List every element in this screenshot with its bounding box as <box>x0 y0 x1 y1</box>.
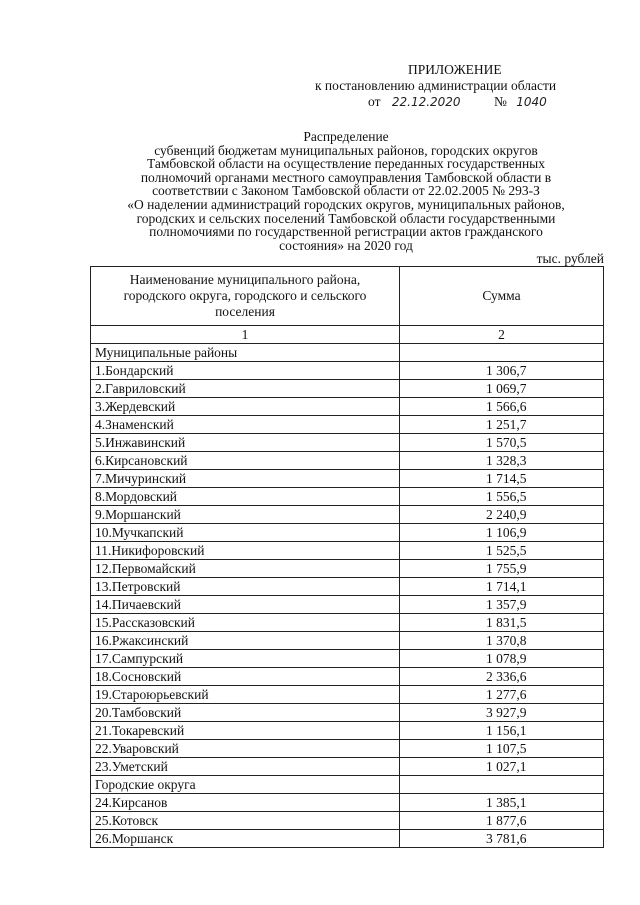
row-value: 1 306,7 <box>400 362 604 380</box>
table-row <box>91 416 604 434</box>
table-row <box>91 380 604 398</box>
column-number-2: 2 <box>400 326 604 344</box>
table-row <box>91 398 604 416</box>
table-row <box>91 470 604 488</box>
row-name: 21.Токаревский <box>91 722 400 740</box>
row-value: 1 877,6 <box>400 812 604 830</box>
row-value: 1 755,9 <box>400 560 604 578</box>
appendix-title: ПРИЛОЖЕНИЕ <box>408 62 502 77</box>
heading-line: состояния» на 2020 год <box>279 237 413 253</box>
column-header-name: Наименование муниципального района, городского округа, городского и сельского поселения <box>91 267 400 326</box>
row-value <box>400 776 604 794</box>
table-row <box>91 560 604 578</box>
heading-line: полномочиями по государственной регистрации актов гражданского <box>149 224 543 240</box>
decree-number: 1040 <box>516 95 547 109</box>
section-row <box>91 344 604 362</box>
row-value: 1 566,6 <box>400 398 604 416</box>
row-name: 25.Котовск <box>91 812 400 830</box>
table-row <box>91 812 604 830</box>
row-name: 12.Первомайский <box>91 560 400 578</box>
row-value: 1 156,1 <box>400 722 604 740</box>
row-name: 9.Моршанский <box>91 506 400 524</box>
decree-line <box>300 94 600 112</box>
row-name: 16.Ржаксинский <box>91 632 400 650</box>
table-row <box>91 452 604 470</box>
row-value: 1 251,7 <box>400 416 604 434</box>
row-value: 1 385,1 <box>400 794 604 812</box>
row-value: 1 106,9 <box>400 524 604 542</box>
table-header-row <box>91 267 604 326</box>
heading-line: субвенций бюджетам муниципальных районов, городских округов <box>154 142 538 158</box>
table-row <box>91 632 604 650</box>
row-name: 4.Знаменский <box>91 416 400 434</box>
table-row <box>91 614 604 632</box>
table-row <box>91 650 604 668</box>
row-value: 1 107,5 <box>400 740 604 758</box>
row-value: 1 078,9 <box>400 650 604 668</box>
allocation-table <box>90 266 604 848</box>
row-name: 18.Сосновский <box>91 668 400 686</box>
table-row <box>91 794 604 812</box>
row-name: 5.Инжавинский <box>91 434 400 452</box>
table-row <box>91 758 604 776</box>
row-name: Городские округа <box>91 776 400 794</box>
row-name: 20.Тамбовский <box>91 704 400 722</box>
table-row <box>91 668 604 686</box>
date-prefix: от <box>368 94 381 109</box>
row-value: 1 831,5 <box>400 614 604 632</box>
table-row <box>91 362 604 380</box>
row-name: 7.Мичуринский <box>91 470 400 488</box>
row-name: 10.Мучкапский <box>91 524 400 542</box>
row-value: 2 240,9 <box>400 506 604 524</box>
section-row <box>91 776 604 794</box>
row-name: 3.Жердевский <box>91 398 400 416</box>
row-name: Муниципальные районы <box>91 344 400 362</box>
appendix-block <box>300 62 600 112</box>
table-row <box>91 596 604 614</box>
document-heading <box>88 130 604 252</box>
heading-line: Распределение <box>303 129 389 144</box>
row-name: 11.Никифоровский <box>91 542 400 560</box>
table-row <box>91 434 604 452</box>
row-value: 1 069,7 <box>400 380 604 398</box>
row-value: 1 027,1 <box>400 758 604 776</box>
heading-line: соответствии с Законом Тамбовской области от 22.02.2005 № 293-З <box>152 183 540 199</box>
table-row <box>91 488 604 506</box>
table-row <box>91 524 604 542</box>
heading-line: Тамбовской области на осуществление переданных государственных <box>146 156 546 172</box>
row-value: 1 277,6 <box>400 686 604 704</box>
table-row <box>91 704 604 722</box>
row-value: 1 357,9 <box>400 596 604 614</box>
row-name: 6.Кирсановский <box>91 452 400 470</box>
table-row <box>91 686 604 704</box>
column-header-sum: Сумма <box>400 267 604 326</box>
row-name: 8.Мордовский <box>91 488 400 506</box>
decree-date: 22.12.2020 <box>391 95 461 109</box>
row-name: 19.Староюрьевский <box>91 686 400 704</box>
row-name: 1.Бондарский <box>91 362 400 380</box>
row-name: 23.Уметский <box>91 758 400 776</box>
row-value: 3 927,9 <box>400 704 604 722</box>
column-number-row <box>91 326 604 344</box>
heading-line: полномочий органами местного самоуправления Тамбовской области в <box>140 169 552 185</box>
row-value <box>400 344 604 362</box>
row-name: 22.Уваровский <box>91 740 400 758</box>
row-name: 14.Пичаевский <box>91 596 400 614</box>
heading-line: городских и сельских поселений Тамбовской области государственными <box>136 210 556 226</box>
row-value: 1 370,8 <box>400 632 604 650</box>
row-value: 1 714,5 <box>400 470 604 488</box>
row-name: 17.Сампурский <box>91 650 400 668</box>
table-row <box>91 578 604 596</box>
row-value: 3 781,6 <box>400 830 604 848</box>
row-name: 24.Кирсанов <box>91 794 400 812</box>
heading-line: «О наделении администраций городских округов, муниципальных районов, <box>127 196 565 212</box>
units-label: тыс. рублей <box>536 251 604 266</box>
row-value: 2 336,6 <box>400 668 604 686</box>
row-name: 26.Моршанск <box>91 830 400 848</box>
table-row <box>91 740 604 758</box>
table-row <box>91 506 604 524</box>
row-value: 1 570,5 <box>400 434 604 452</box>
table-row <box>91 830 604 848</box>
number-prefix: № <box>493 94 507 109</box>
table-row <box>91 542 604 560</box>
row-name: 13.Петровский <box>91 578 400 596</box>
appendix-subtitle: к постановлению администрации области <box>315 78 557 93</box>
row-name: 2.Гавриловский <box>91 380 400 398</box>
column-number-1: 1 <box>91 326 400 344</box>
row-value: 1 525,5 <box>400 542 604 560</box>
row-name: 15.Рассказовский <box>91 614 400 632</box>
row-value: 1 328,3 <box>400 452 604 470</box>
row-value: 1 556,5 <box>400 488 604 506</box>
row-value: 1 714,1 <box>400 578 604 596</box>
table-row <box>91 722 604 740</box>
